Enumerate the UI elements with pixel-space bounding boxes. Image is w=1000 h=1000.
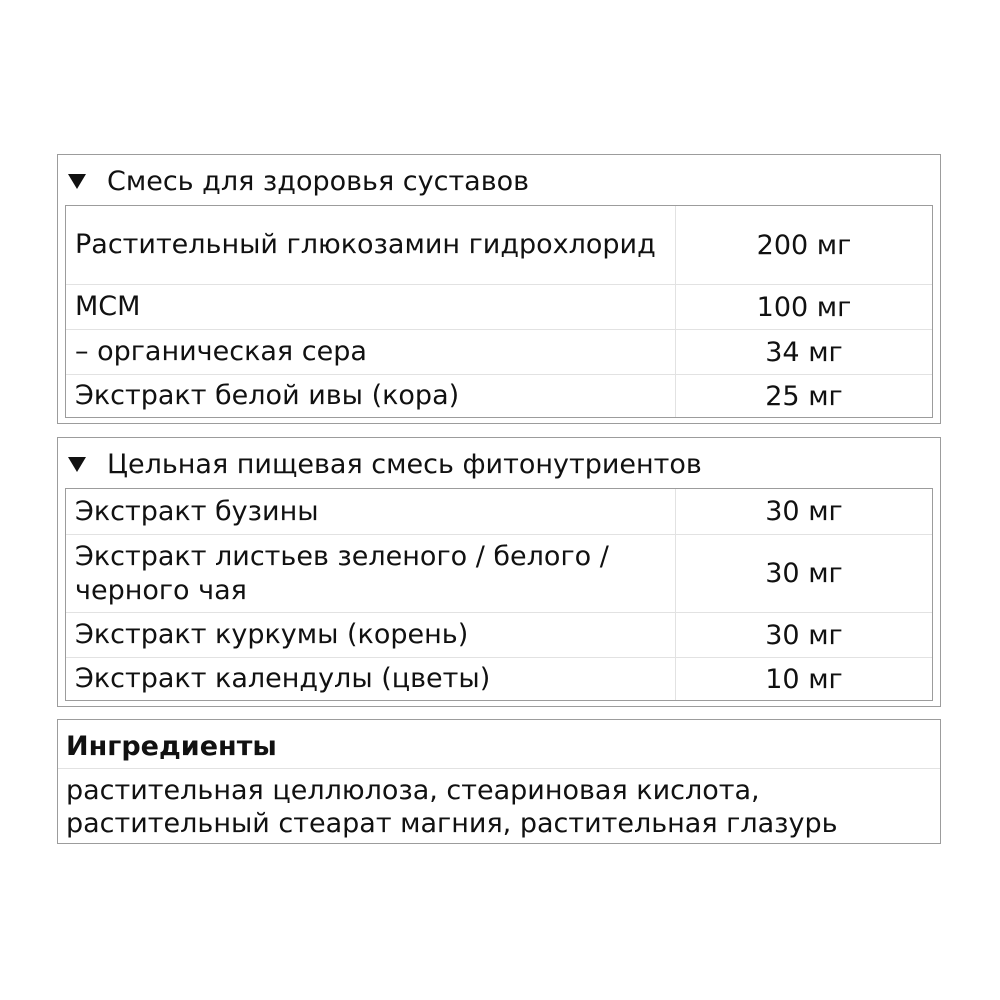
table-row bbox=[66, 612, 932, 657]
ingredient-amount: 200 мг bbox=[756, 229, 852, 261]
table-row bbox=[66, 284, 932, 329]
ingredient-name: – органическая сера bbox=[66, 330, 676, 374]
ingredient-amount: 34 мг bbox=[765, 336, 843, 368]
table-row bbox=[66, 489, 932, 534]
joint-health-blend-section bbox=[57, 154, 941, 424]
table-row bbox=[66, 374, 932, 417]
blend-table bbox=[65, 205, 933, 418]
divider bbox=[58, 768, 940, 769]
ingredients-title: Ингредиенты bbox=[66, 730, 277, 762]
ingredient-name: Экстракт бузины bbox=[66, 489, 676, 534]
section-header-toggle[interactable] bbox=[68, 446, 702, 482]
collapse-triangle-icon[interactable] bbox=[68, 174, 86, 189]
ingredient-amount: 30 мг bbox=[765, 496, 843, 527]
ingredient-amount: 30 мг bbox=[765, 558, 843, 589]
ingredients-section bbox=[57, 719, 941, 844]
blend-table bbox=[65, 488, 933, 701]
table-row bbox=[66, 329, 932, 374]
ingredients-text: растительная целлюлоза, стеариновая кислота, растительный стеарат магния, растительная глазурь bbox=[66, 775, 838, 839]
ingredient-name: МСМ bbox=[66, 285, 676, 329]
ingredient-amount: 25 мг bbox=[765, 380, 843, 412]
ingredient-name: Растительный глюкозамин гидрохлорид bbox=[66, 206, 676, 284]
collapse-triangle-icon[interactable] bbox=[68, 457, 86, 472]
ingredient-amount: 100 мг bbox=[756, 291, 852, 323]
ingredient-name: Экстракт листьев зеленого / белого / черного чая bbox=[66, 535, 676, 612]
ingredient-name: Экстракт календулы (цветы) bbox=[66, 658, 676, 700]
ingredient-amount: 30 мг bbox=[765, 619, 843, 651]
ingredient-name: Экстракт куркумы (корень) bbox=[66, 613, 676, 657]
section-header-toggle[interactable] bbox=[68, 163, 529, 199]
section-title: Цельная пищевая смесь фитонутриентов bbox=[107, 448, 702, 480]
section-title: Смесь для здоровья суставов bbox=[107, 165, 530, 197]
ingredient-name: Экстракт белой ивы (кора) bbox=[66, 375, 676, 417]
table-row bbox=[66, 657, 932, 700]
table-row bbox=[66, 206, 932, 284]
ingredient-amount: 10 мг bbox=[765, 663, 843, 695]
phytonutrient-blend-section bbox=[57, 437, 941, 707]
table-row bbox=[66, 534, 932, 612]
